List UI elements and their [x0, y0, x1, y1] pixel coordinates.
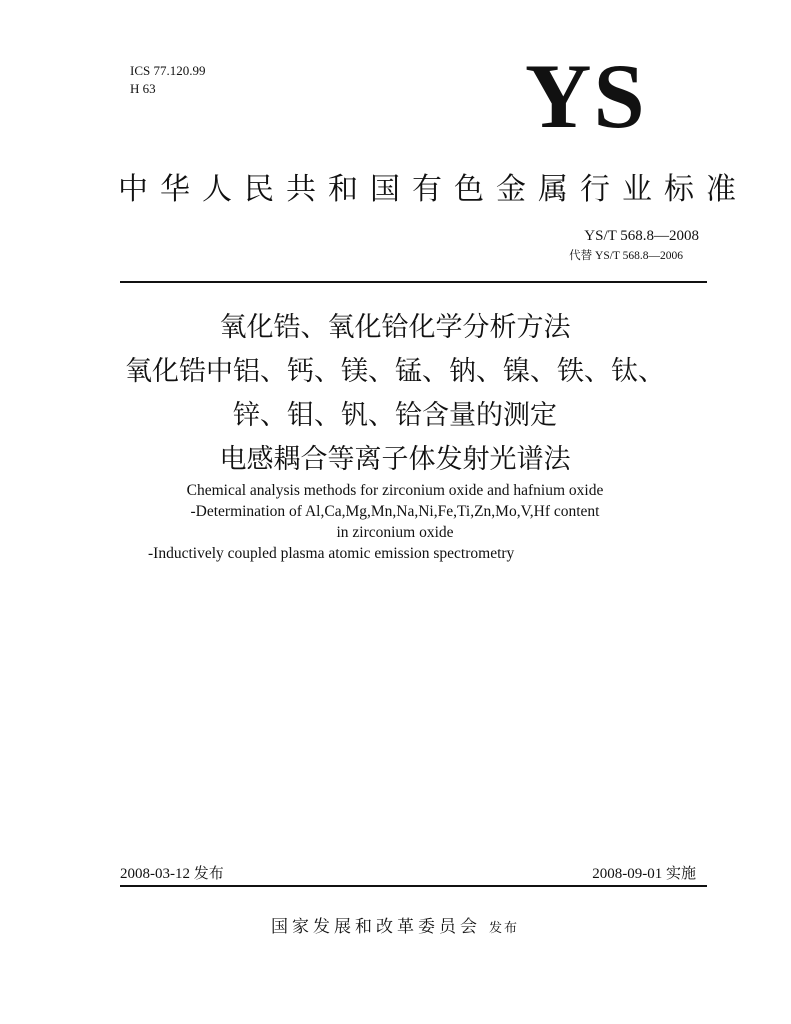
chinese-title	[30, 306, 760, 482]
publisher	[180, 912, 610, 937]
chinese-title-line: 氧化锆、氧化铪化学分析方法	[219, 312, 571, 343]
chinese-title-line: 氧化锆中铝、钙、镁、锰、钠、镍、铁、钛、	[125, 356, 665, 387]
ics-code: ICS 77.120.99	[130, 63, 206, 78]
classification-codes	[130, 62, 205, 98]
chinese-title-line: 锌、钼、钒、铪含量的测定	[233, 400, 557, 431]
top-divider	[120, 281, 707, 283]
publisher-suffix: 发布	[488, 921, 519, 936]
english-title-line: -Determination of Al,Ca,Mg,Mn,Na,Ni,Fe,Ti,Zn,Mo,V,Hf content	[190, 503, 600, 520]
english-title-line: Chemical analysis methods for zirconium oxide and hafnium oxide	[186, 482, 604, 499]
standard-title: 中华人民共和国有色金属行业标准	[118, 172, 748, 207]
english-title-line: -Inductively coupled plasma atomic emission spectrometry	[148, 545, 515, 562]
standard-number: YS/T 568.8—2008	[584, 228, 699, 244]
english-title-line: in zirconium oxide	[336, 524, 454, 541]
publisher-name: 国家发展和改革委员会	[270, 917, 481, 937]
bottom-divider	[120, 885, 707, 887]
chinese-title-line: 电感耦合等离子体发射光谱法	[219, 444, 571, 475]
ys-logo: YS	[525, 45, 647, 147]
effective-date: 2008-09-01 实施	[592, 866, 696, 882]
class-code: H 63	[130, 81, 156, 96]
english-title	[100, 480, 690, 564]
issue-date: 2008-03-12 发布	[120, 866, 224, 882]
replaces-note: 代替 YS/T 568.8—2006	[569, 250, 683, 262]
